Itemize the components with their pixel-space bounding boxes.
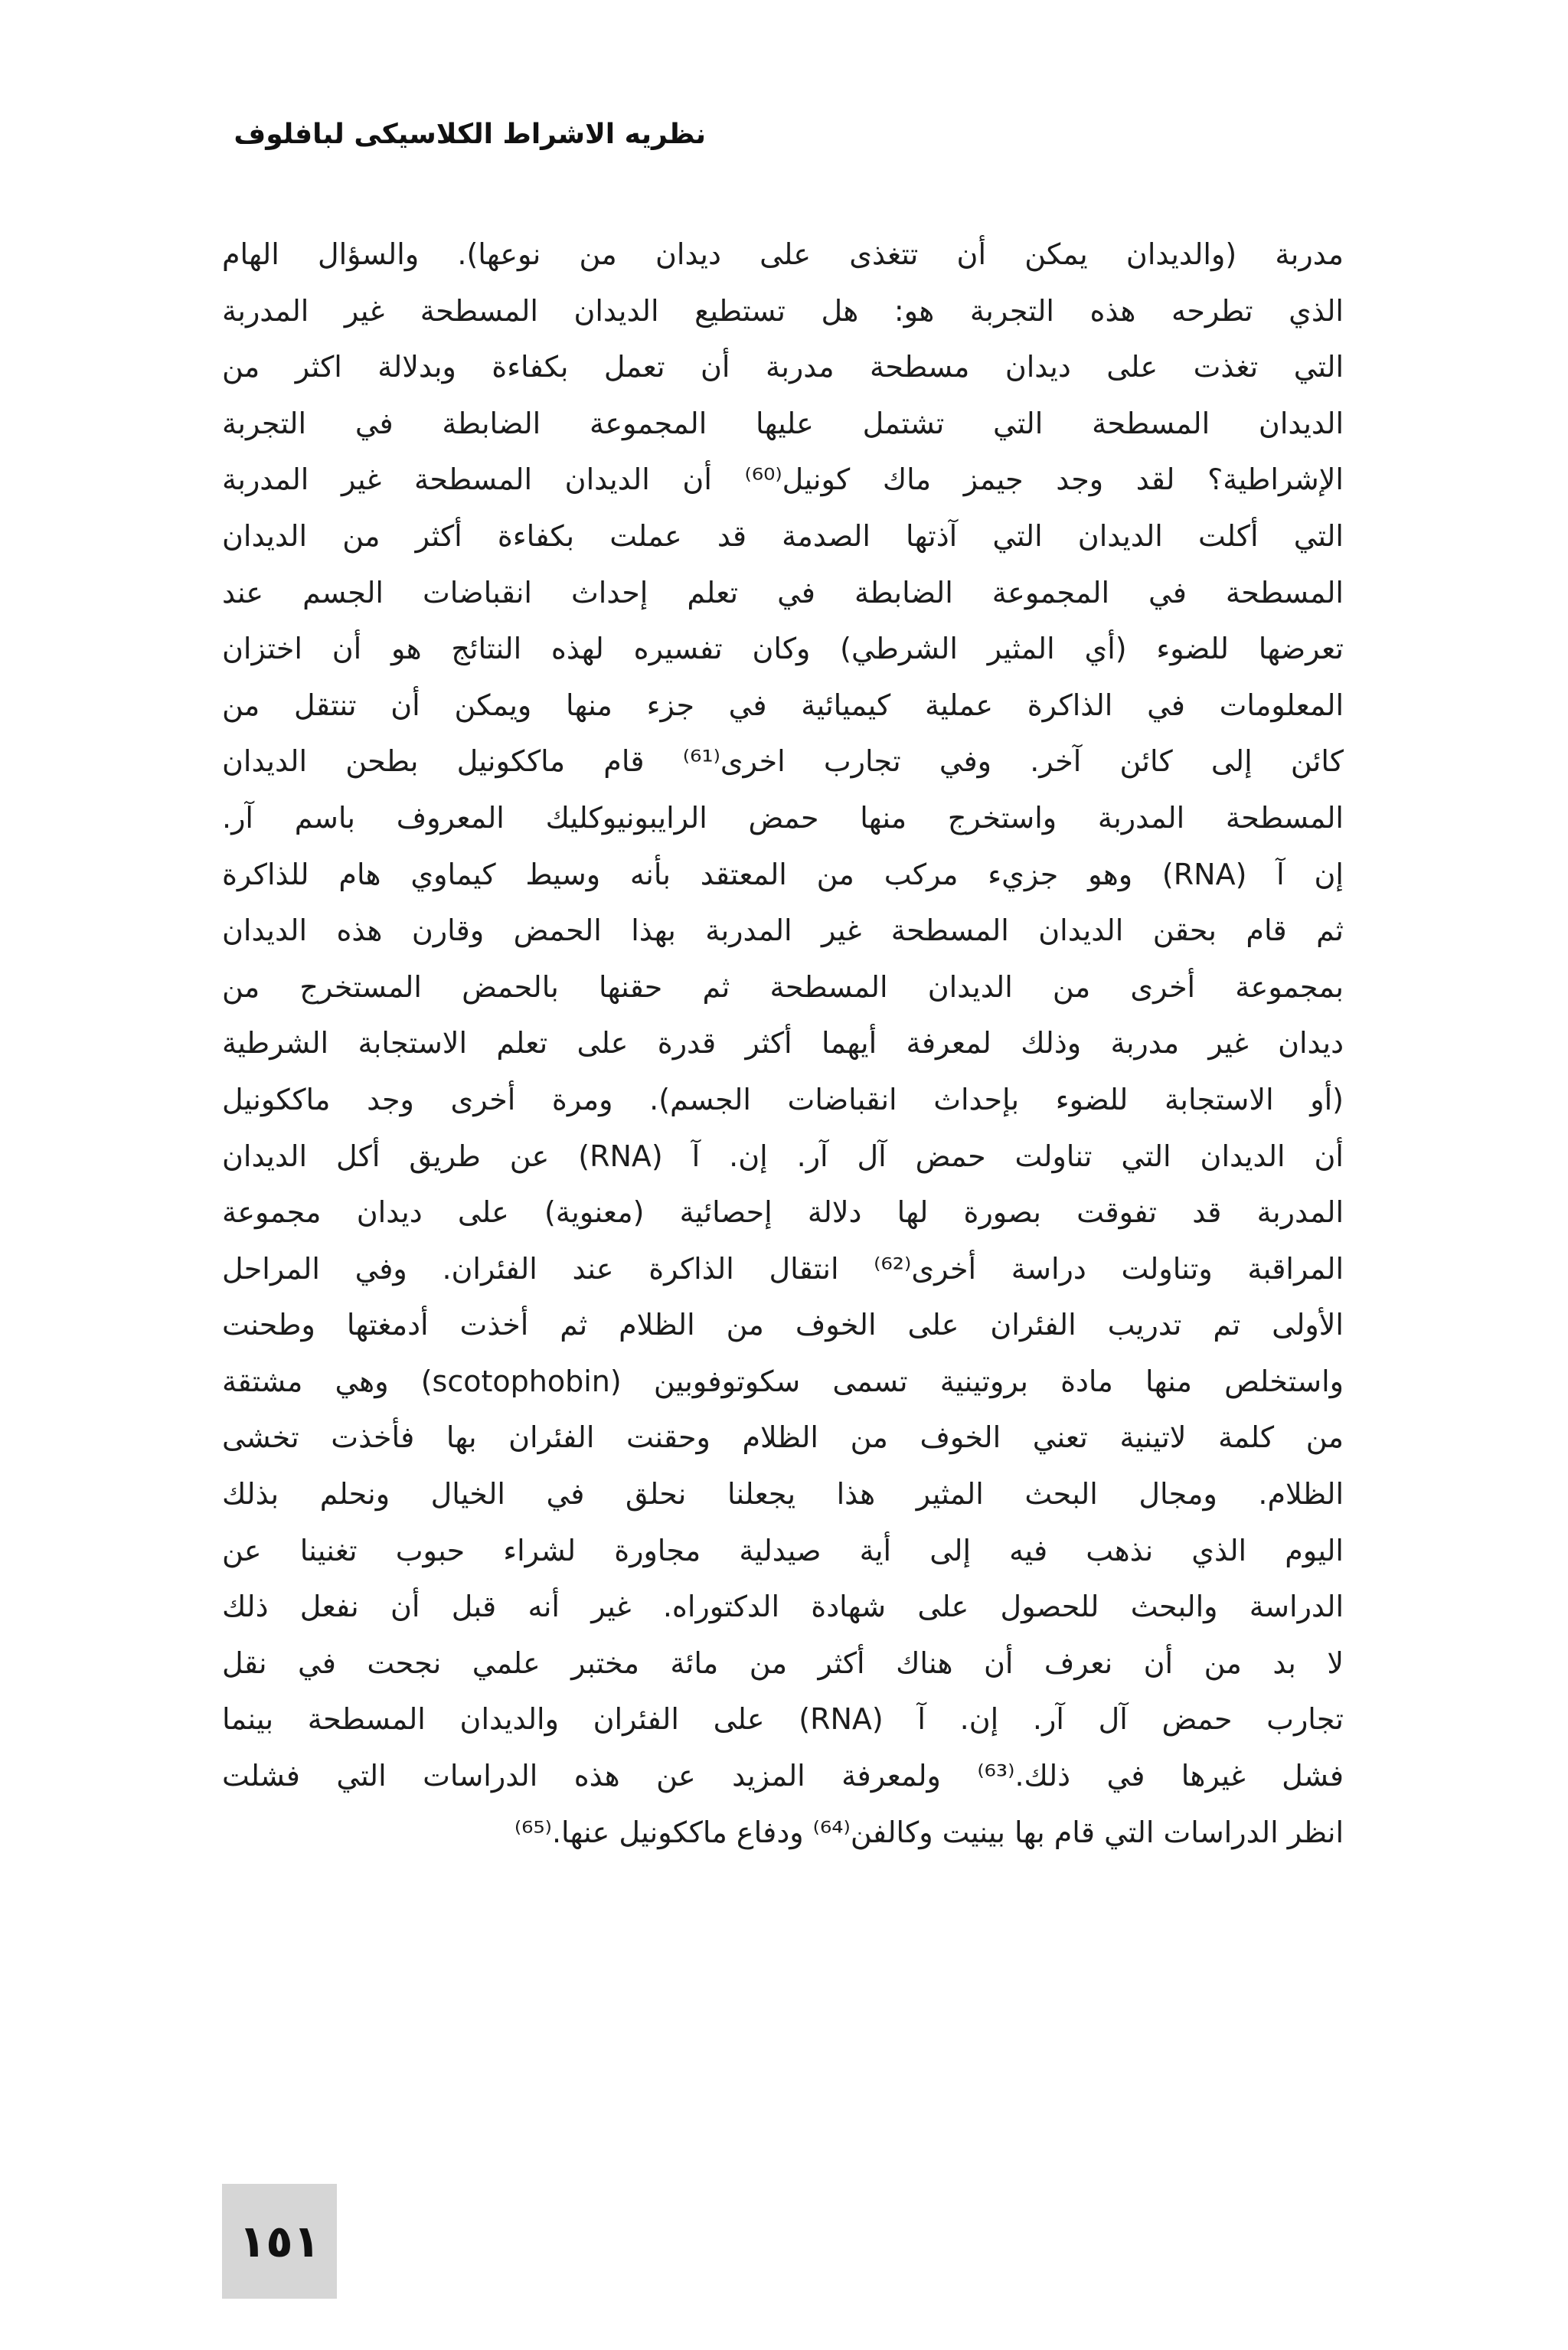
text-line: الدراسة والبحث للحصول على شهادة الدكتوراه. غير أنه قبل أن نفعل ذلك [222,1590,1344,1624]
text-line: إن آ (RNA) وهو جزيء مركب من المعتقد بأنه وسيط كيماوي هام للذاكرة [222,857,1344,891]
text-line: أن الديدان التي تناولت حمض آل آر. إن. آ (RNA) عن طريق أكل الديدان [222,1139,1344,1173]
text-line: الإشراطية؟ لقد وجد جيمز ماك كونيل⁽⁶⁰⁾ أن الديدان المسطحة غير المدربة [222,462,1344,497]
running-header: نظريه الاشراط الكلاسيكى لبافلوف [234,119,706,150]
text-line: تعرضها للضوء (أي المثير الشرطي) وكان تفسيره لهذه النتائج هو أن اختزان [222,632,1344,666]
text-line: الظلام. ومجال البحث المثير هذا يجعلنا نحلق في الخيال ونحلم بذلك [222,1477,1344,1512]
text-line: الأولى تم تدريب الفئران على الخوف من الظلام ثم أخذت أدمغتها وطحنت [222,1308,1344,1342]
text-line: واستخلص منها مادة بروتينية تسمى سكوتوفوبين (scotophobin) وهي مشتقة [222,1364,1344,1398]
text-line: لا بد من أن نعرف أن هناك أكثر من مائة مختبر علمي نجحت في نقل [222,1646,1344,1680]
text-line: من كلمة لاتينية تعني الخوف من الظلام وحقنت الفئران بها فأخذت تخشى [222,1420,1344,1455]
text-line: بمجموعة أخرى من الديدان المسطحة ثم حقنها بالحمض المستخرج من [222,969,1344,1004]
text-line: المعلومات في الذاكرة عملية كيميائية في جزء منها ويمكن أن تنتقل من [222,688,1344,722]
page-number: ١٥١ [238,2215,321,2267]
text-line: ديدان غير مدربة وذلك لمعرفة أيهما أكثر قدرة على تعلم الاستجابة الشرطية [222,1026,1344,1061]
body-text [222,227,1344,1861]
text-line: كائن إلى كائن آخر. وفي تجارب اخرى⁽⁶¹⁾ قام ماككونيل بطحن الديدان [222,744,1344,779]
page-number-box [222,2184,337,2299]
text-line: المدربة قد تفوقت بصورة لها دلالة إحصائية (معنوية) على ديدان مجموعة [222,1195,1344,1230]
text-line: المسطحة المدربة واستخرج منها حمض الرايبونيوكليك المعروف باسم آر. [222,800,1344,835]
text-line: (أو الاستجابة للضوء بإحداث انقباضات الجسم). ومرة أخرى وجد ماككونيل [222,1082,1344,1116]
text-line: فشل غيرها في ذلك.⁽⁶³⁾ ولمعرفة المزيد عن هذه الدراسات التي فشلت [222,1759,1344,1793]
text-line: مدربة (والديدان يمكن أن تتغذى على ديدان من نوعها). والسؤال الهام [222,237,1344,271]
text-line: المسطحة في المجموعة الضابطة في تعلم إحداث انقباضات الجسم عند [222,575,1344,610]
text-line: الديدان المسطحة التي تشتمل عليها المجموعة الضابطة في التجربة [222,406,1344,440]
text-line: انظر الدراسات التي قام بها بينيت وكالفن⁽⁶⁴⁾ ودفاع ماككونيل عنها.⁽⁶⁵⁾ [514,1815,1344,1849]
text-line: المراقبة وتناولت دراسة أخرى⁽⁶²⁾ انتقال الذاكرة عند الفئران. وفي المراحل [222,1251,1344,1286]
text-line: اليوم الذي نذهب فيه إلى أية صيدلية مجاورة لشراء حبوب تغنينا عن [222,1533,1344,1567]
text-line: التي تغذت على ديدان مسطحة مدربة أن تعمل بكفاءة وبدلالة اكثر من [222,350,1344,384]
text-line: الذي تطرحه هذه التجربة هو: هل تستطيع الديدان المسطحة غير المدربة [222,293,1344,328]
text-line: التي أكلت الديدان التي آذتها الصدمة قد عملت بكفاءة أكثر من الديدان [222,518,1344,553]
text-line: ثم قام بحقن الديدان المسطحة غير المدربة بهذا الحمض وقارن هذه الديدان [222,914,1344,948]
text-line: تجارب حمض آل آر. إن. آ (RNA) على الفئران والديدان المسطحة بينما [222,1702,1344,1737]
